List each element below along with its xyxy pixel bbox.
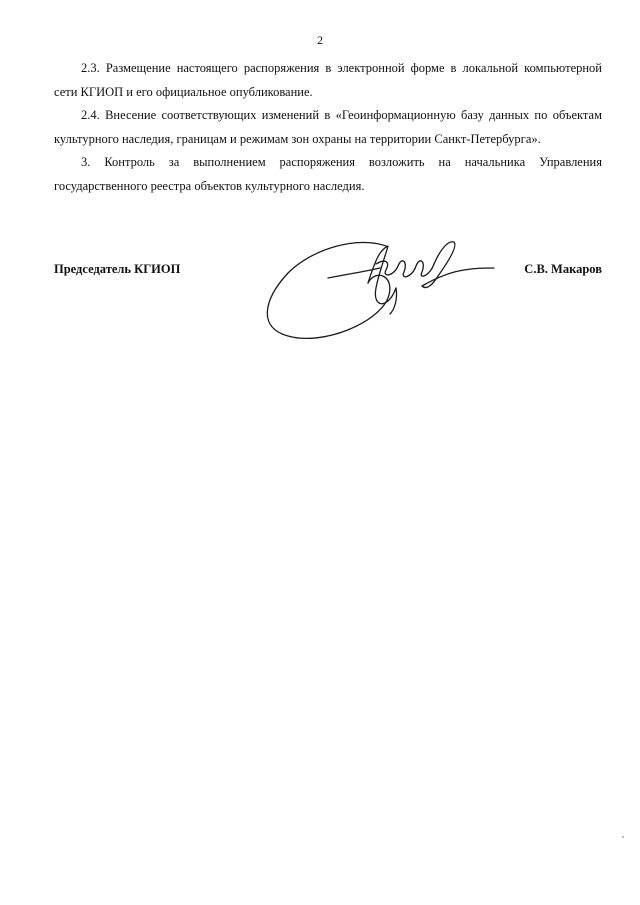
paragraph-2-4: 2.4. Внесение соответствующих изменений в «Геоинформационную базу данных по объектам культурного наследия, границам и режимам зон охраны на территории Санкт-Петербурга». (54, 108, 602, 146)
scan-speck (622, 836, 624, 838)
signer-name: С.В. Макаров (524, 262, 602, 276)
paragraph-2-3: 2.3. Размещение настоящего распоряжения в электронной форме в локальной компьютерной сети КГИОП и его официальное опубликование. (54, 61, 602, 99)
handwritten-signature (258, 228, 498, 348)
paragraph-3: 3. Контроль за выполнением распоряжения возложить на начальника Управления государственного реестра объектов культурного наследия. (54, 155, 602, 193)
signer-title: Председатель КГИОП (54, 262, 181, 276)
page-number: 2 (317, 33, 323, 47)
document-body (54, 57, 602, 198)
